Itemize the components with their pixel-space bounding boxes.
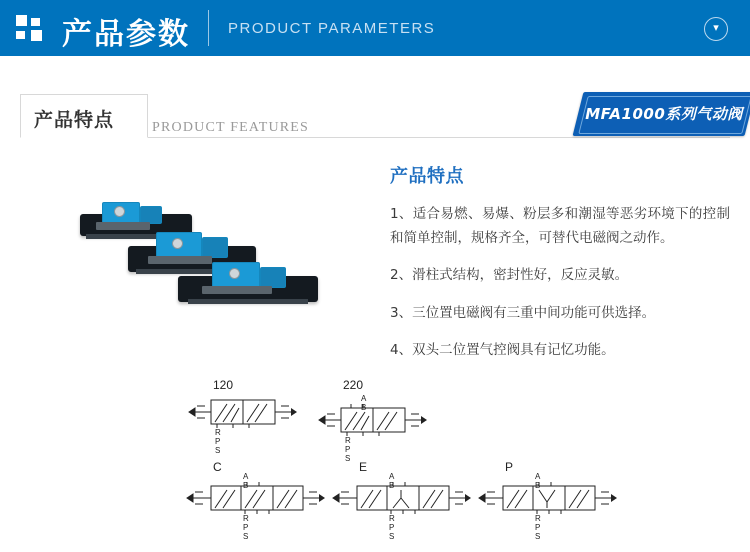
features-heading: 产品特点 bbox=[390, 166, 464, 187]
symbol-ports-label: R P S bbox=[535, 514, 544, 541]
symbol-ports-label: R P S bbox=[215, 428, 224, 455]
symbol-ports-label: R P S bbox=[389, 514, 398, 541]
symbol-code: P bbox=[505, 460, 514, 474]
valve-label-plate bbox=[202, 286, 272, 294]
symbol-ab-label: A B bbox=[389, 472, 402, 490]
symbol-graphic bbox=[331, 482, 471, 516]
ribbon-label: MFA1000系列气动阀 bbox=[585, 105, 743, 123]
feature-item: 4、双头二位置气控阀具有记忆功能。 bbox=[390, 342, 615, 358]
feature-item: 1、适合易燃、易爆、粉层多和潮湿等恶劣环境下的控制和简单控制，规格齐全，可替代电磁阀之动作。 bbox=[390, 205, 730, 246]
symbol-graphic bbox=[185, 396, 305, 430]
valve-knob bbox=[114, 206, 125, 217]
product-photo bbox=[60, 190, 360, 330]
symbol-code: E bbox=[359, 460, 368, 474]
symbol-graphic bbox=[477, 482, 617, 516]
feature-item: 2、滑柱式结构，密封性好，反应灵敏。 bbox=[390, 267, 629, 283]
header-divider bbox=[208, 10, 209, 46]
symbol-graphic bbox=[315, 404, 445, 438]
valve-cap-small bbox=[260, 267, 286, 288]
chevron-down-circle-icon[interactable]: ▾ bbox=[704, 17, 728, 41]
symbol-ab-label: A B bbox=[535, 472, 548, 490]
symbol-code: 220 bbox=[343, 378, 364, 392]
valve-ports bbox=[188, 299, 308, 304]
valve-label-plate bbox=[96, 222, 150, 230]
symbol-code: 120 bbox=[213, 378, 234, 392]
symbol-ports-label: R P S bbox=[345, 436, 354, 463]
section-tab-label: 产品特点 bbox=[34, 109, 115, 131]
valve-knob bbox=[229, 268, 240, 279]
page-header bbox=[0, 0, 750, 56]
section-subtitle-en: PRODUCT FEATURES bbox=[152, 120, 310, 135]
section-tab bbox=[20, 94, 148, 138]
features-block bbox=[390, 162, 730, 364]
feature-item: 3、三位置电磁阀有三重中间功能可供选择。 bbox=[390, 304, 656, 321]
valve-cap-small bbox=[202, 237, 228, 258]
symbol-ab-label: A B bbox=[243, 472, 256, 490]
four-squares-icon bbox=[16, 15, 44, 43]
symbol-graphic bbox=[185, 482, 325, 516]
valve-unit-3 bbox=[178, 260, 338, 308]
valve-knob bbox=[172, 238, 183, 249]
page-title-en: PRODUCT PARAMETERS bbox=[228, 20, 436, 37]
series-ribbon-badge bbox=[578, 92, 750, 136]
symbol-ports-label: R P S bbox=[243, 514, 252, 541]
symbol-code: C bbox=[213, 460, 222, 474]
symbol-ab-label: A B bbox=[361, 394, 374, 412]
page-title: 产品参数 bbox=[62, 17, 190, 52]
symbol-diagrams bbox=[185, 378, 615, 541]
